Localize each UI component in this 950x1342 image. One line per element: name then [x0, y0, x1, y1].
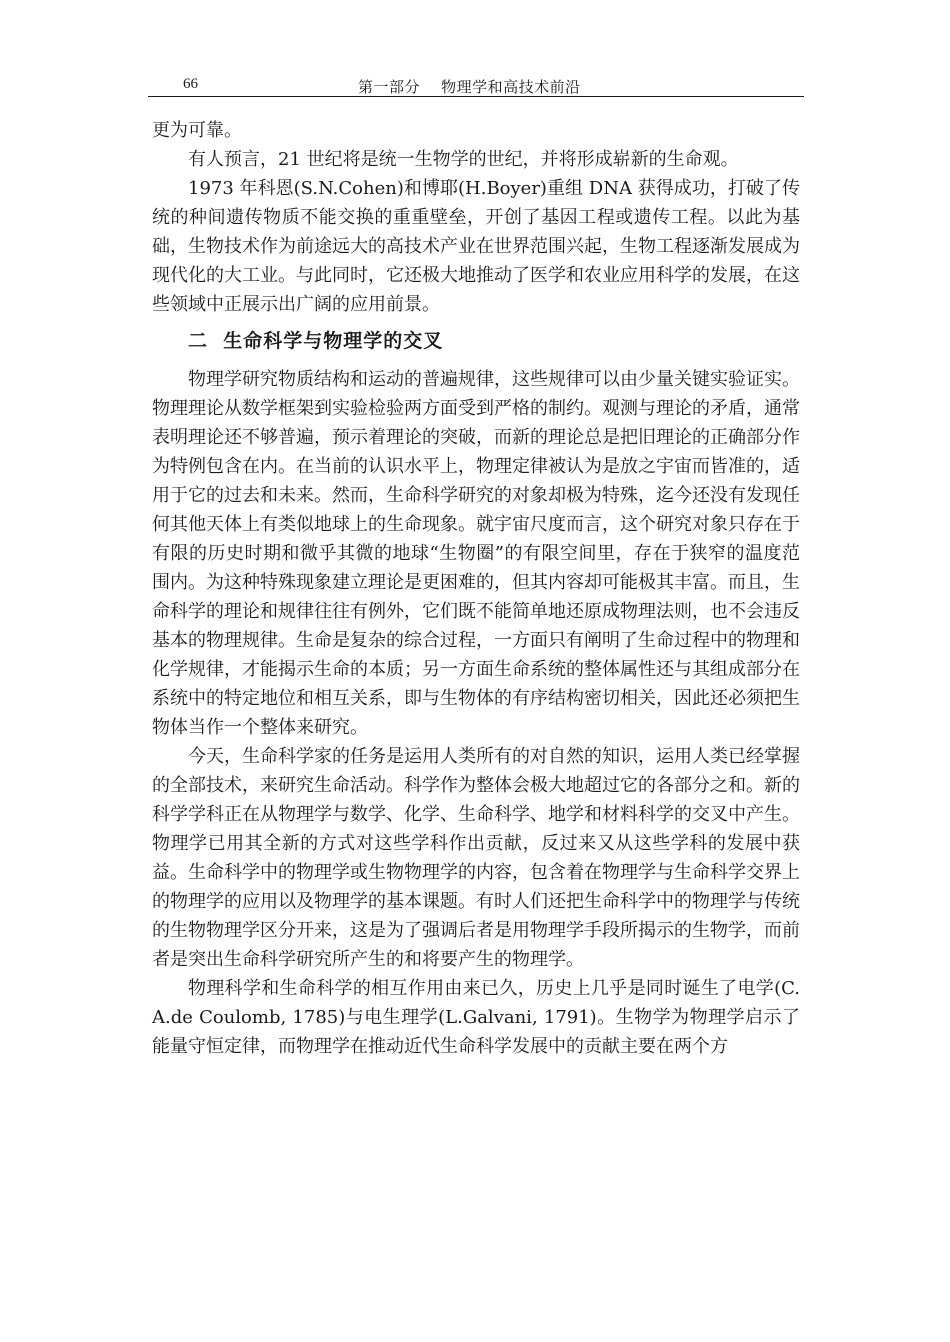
paragraph-life-scientists-task: 今天，生命科学家的任务是运用人类所有的对自然的知识，运用人类已经掌握的全部技术，来研究生命活动。科学作为整体会极大地超过它的各部分之和。新的科学学科正在从物理学与数学、化学、生命科学、地学和材料科学的交叉中产生。物理学已用其全新的方式对这些学科作出贡献，反过来又从这些学科的发展中获益。生命科学中的物理学或生物物理学的内容，包含着在物理学与生命科学交界上的物理学的应用以及物理学的基本课题。有时人们还把生命科学中的物理学与传统的生物物理学区分开来，这是为了强调后者是用物理学手段所揭示的生物学，而前者是突出生命科学研究所产生的和将要产生的物理学。 [152, 746, 800, 970]
page-body [152, 116, 800, 1061]
page-header [148, 74, 804, 97]
section-heading: 二 生命科学与物理学的交叉 [188, 330, 444, 352]
paragraph-physics-laws: 物理学研究物质结构和运动的普遍规律，这些规律可以由少量关键实验证实。物理理论从数学框架到实验检验两方面受到严格的制约。观测与理论的矛盾，通常表明理论还不够普遍，预示着理论的突破，而新的理论总是把旧理论的正确部分作为特例包含在内。在当前的认识水平上，物理定律被认为是放之宇宙而皆准的，适用于它的过去和未来。然而，生命科学研究的对象却极为特殊，迄今还没有发现任何其他天体上有类似地球上的生命现象。就宇宙尺度而言，这个研究对象只存在于有限的历史时期和微乎其微的地球“生物圈”的有限空间里，存在于狭窄的温度范围内。为这种特殊现象建立理论是更困难的，但其内容却可能极其丰富。而且，生命科学的理论和规律往往有例外，它们既不能简单地还原成物理法则，也不会违反基本的物理规律。生命是复杂的综合过程，一方面只有阐明了生命过程中的物理和化学规律，才能揭示生命的本质；另一方面生命系统的整体属性还与其组成部分在系统中的特定地位和相互关系，即与生物体的有序结构密切相关，因此还必须把生物体当作一个整体来研究。 [152, 369, 800, 738]
paragraph-interaction-history: 物理科学和生命科学的相互作用由来已久，历史上几乎是同时诞生了电学(C.A.de Coulomb, 1785)与电生理学(L.Galvani, 1791)。生物学为物理学启示了能量守恒定律，而物理学在推动近代生命科学发展中的贡献主要在两个方 [152, 978, 800, 1057]
paragraph-genetic-engineering: 1973 年科恩(S.N.Cohen)和博耶(H.Boyer)重组 DNA 获得成功，打破了传统的种间遗传物质不能交换的重重壁垒，开创了基因工程或遗传工程。以此为基础，生物技术作为前途远大的高技术产业在世界范围兴起，生物工程逐渐发展成为现代化的大工业。与此同时，它还极大地推动了医学和农业应用科学的发展，在这些领域中正展示出广阔的应用前景。 [152, 178, 800, 315]
page-number: 66 [183, 76, 198, 92]
running-title: 第一部分 物理学和高技术前沿 [358, 78, 581, 96]
paragraph-continuation: 更为可靠。 [152, 120, 242, 141]
paragraph-prediction: 有人预言，21 世纪将是统一生物学的世纪，并将形成崭新的生命观。 [188, 149, 739, 170]
